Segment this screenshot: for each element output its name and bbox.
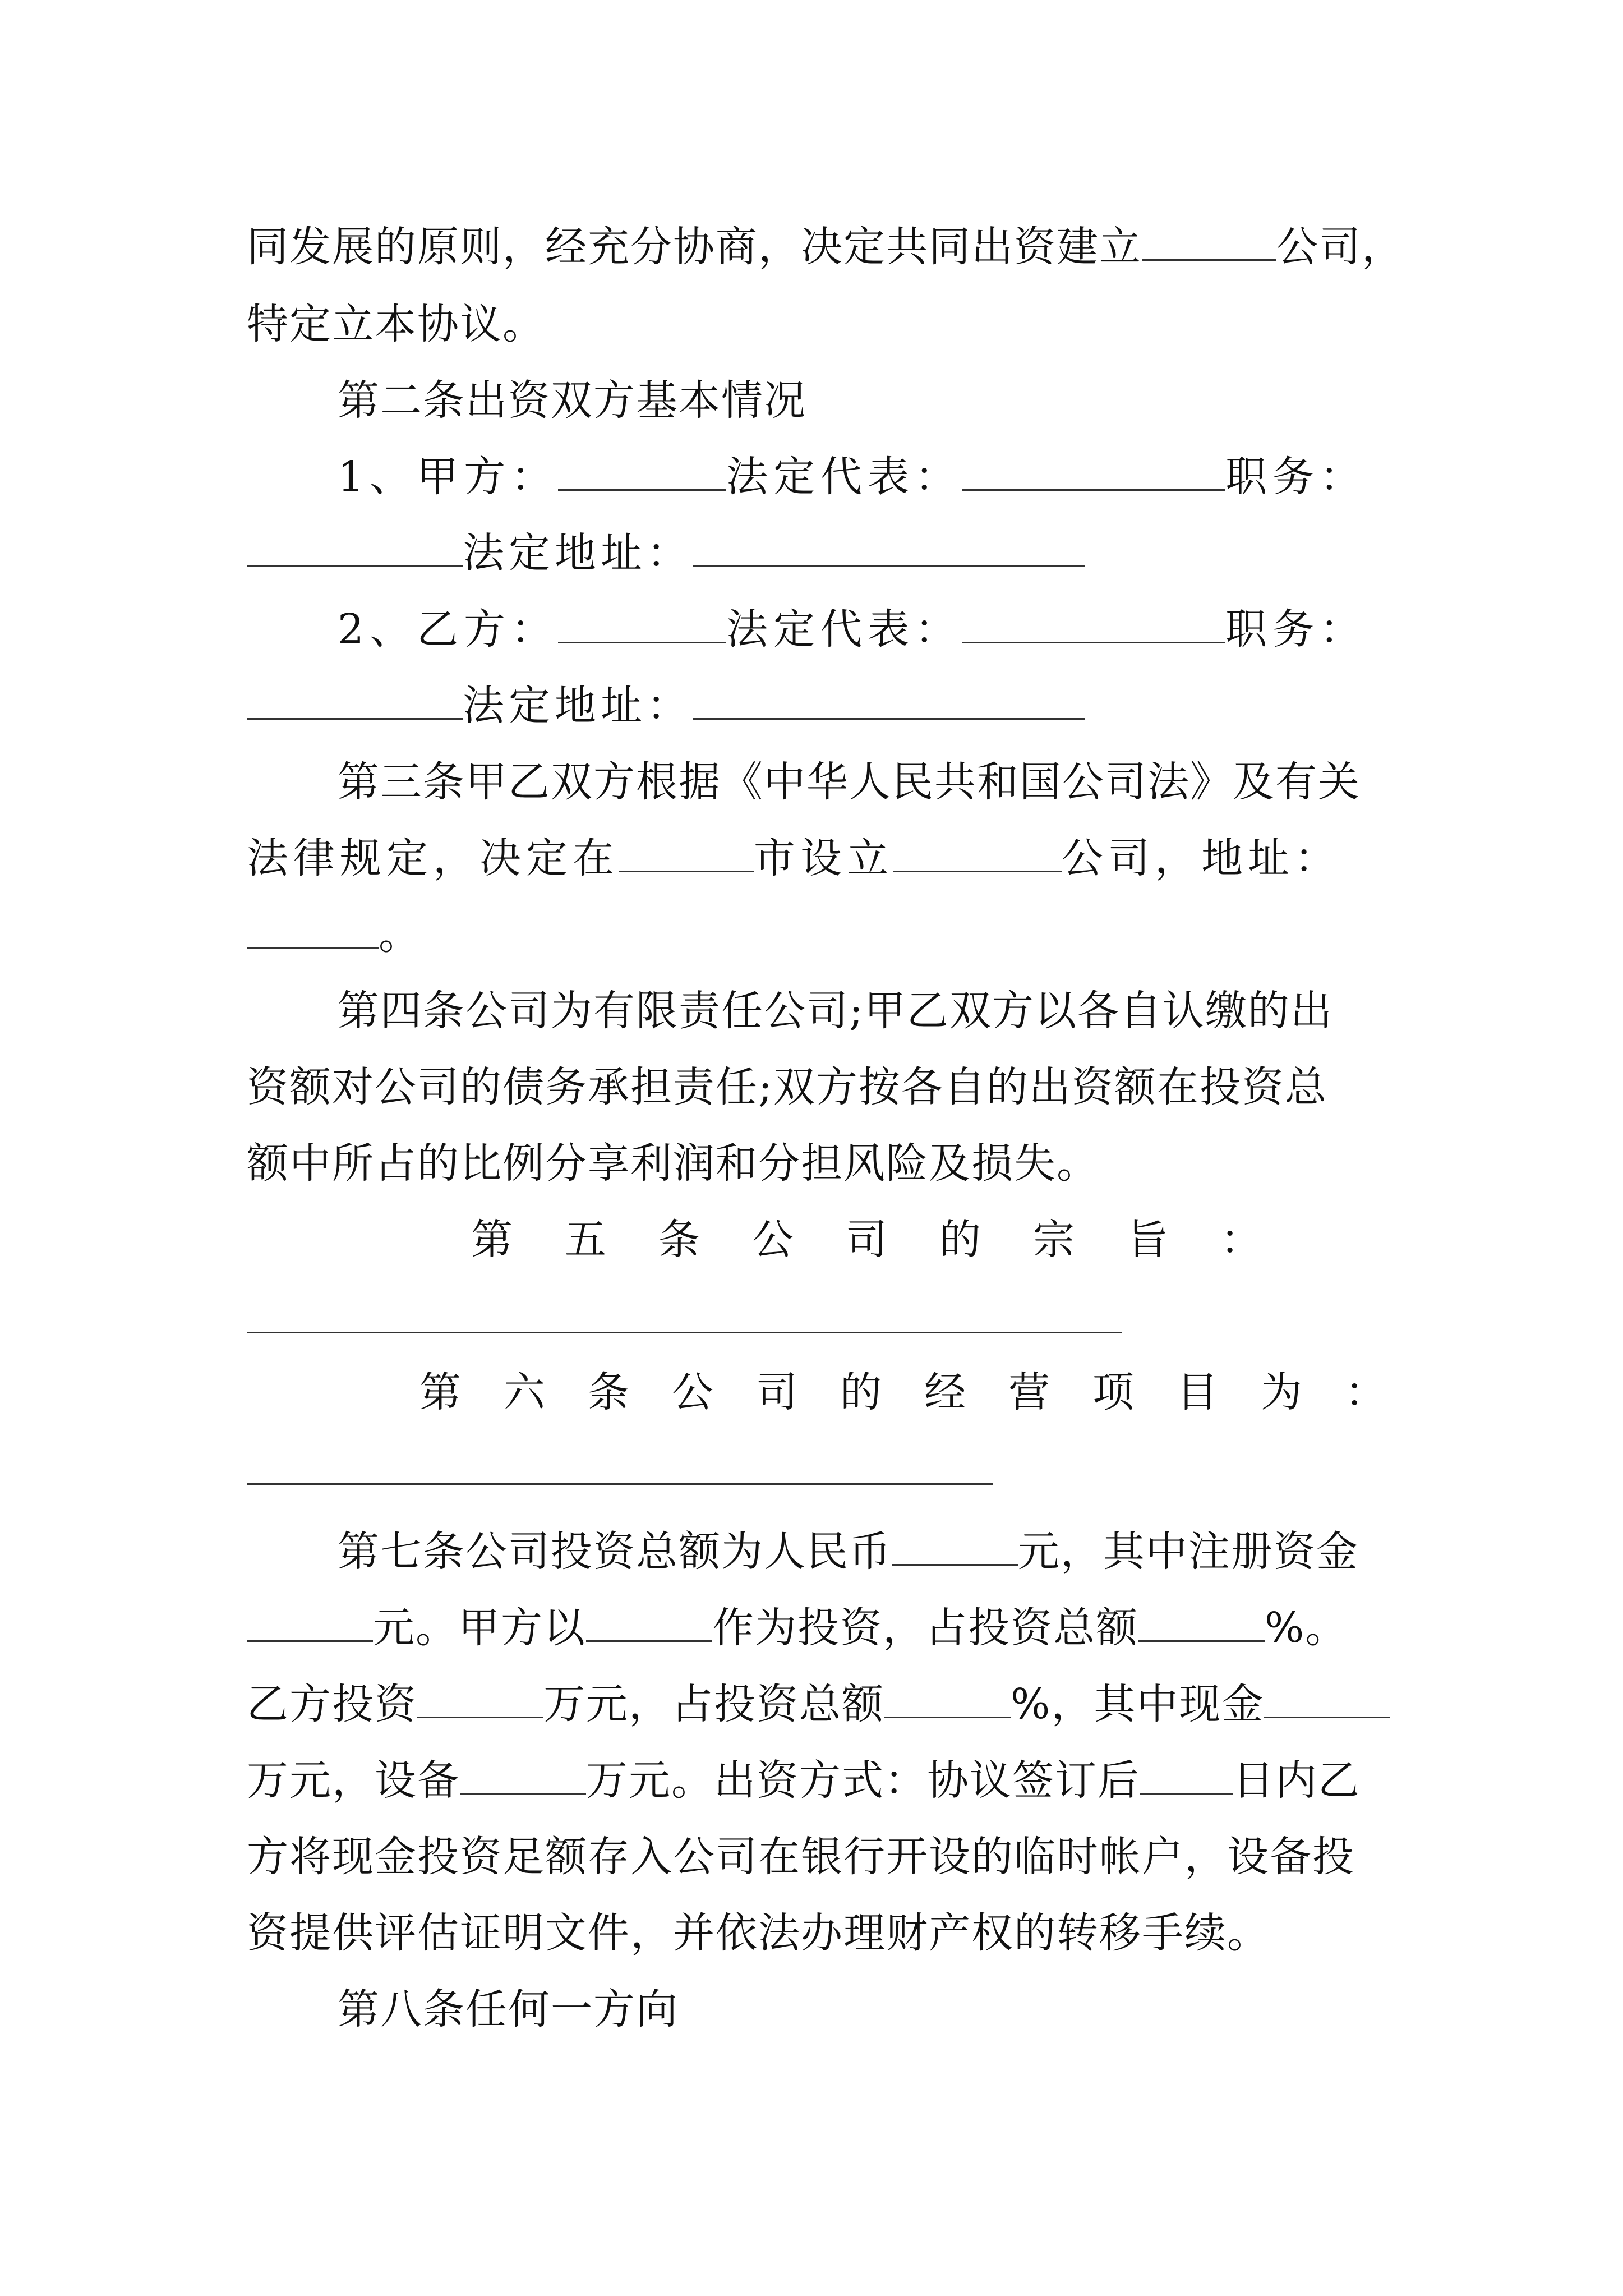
text-segment: 第四条公司为有限责任公司;甲乙双方以各自认缴的出	[338, 987, 1333, 1035]
party-a-line	[338, 449, 1367, 505]
text-segment: 职务：	[1225, 605, 1367, 654]
text-line	[338, 983, 1333, 1039]
text-segment: 元，其中注册资金	[1018, 1527, 1359, 1576]
blank-party-a-representative	[962, 449, 1225, 491]
blank-days	[1140, 1752, 1233, 1795]
text-segment: 职务：	[1225, 453, 1367, 501]
blank-party-b-name	[558, 601, 726, 643]
blank-equipment-amount	[460, 1752, 586, 1795]
text-segment: 法定代表：	[726, 453, 962, 501]
blank-business-scope-line	[247, 1483, 993, 1485]
text-segment: 方将现金投资足额存入公司在银行开设的临时帐户，设备投	[247, 1833, 1355, 1881]
text-line	[338, 1981, 679, 2037]
blank-city	[619, 830, 754, 872]
text-segment: 同发展的原则，经充分协商，决定共同出资建立	[247, 223, 1142, 271]
text-line	[338, 754, 1361, 810]
article-heading	[419, 1364, 1429, 1420]
blank-party-a-percent	[1138, 1600, 1265, 1642]
text-segment: 第六条公司的经营项目为：	[419, 1368, 1429, 1416]
text-segment: 第八条任何一方向	[338, 1985, 679, 2033]
blank-party-b-percent	[884, 1676, 1011, 1718]
text-segment: 法定地址：	[463, 682, 693, 730]
party-a-address-line	[247, 525, 1085, 581]
text-segment: 特定立本协议。	[247, 300, 545, 348]
text-segment: 法定代表：	[726, 605, 962, 654]
text-line	[338, 1524, 1359, 1580]
text-segment: 第二条出资双方基本情况	[338, 376, 806, 425]
text-segment: 第五条公司的宗旨：	[471, 1216, 1314, 1264]
blank-party-b-position	[247, 678, 463, 720]
blank-party-b-address	[693, 678, 1085, 720]
text-line	[247, 1752, 1361, 1809]
blank-total-investment	[892, 1524, 1018, 1566]
text-segment: 元。甲方以	[373, 1604, 586, 1652]
blank-address	[247, 907, 379, 949]
blank-cash-amount	[1264, 1676, 1390, 1718]
text-segment: 资额对公司的债务承担责任;双方按各自的出资额在投资总	[247, 1063, 1327, 1111]
party-b-line	[338, 601, 1367, 657]
blank-party-a-name	[558, 449, 726, 491]
text-segment: 日内乙	[1233, 1756, 1361, 1805]
blank-purpose-line	[247, 1332, 1122, 1333]
text-segment: 万元，设备	[247, 1756, 460, 1805]
text-segment: 公司，地址：	[1062, 834, 1341, 882]
text-line	[247, 907, 421, 963]
text-segment: 1、甲方：	[338, 453, 559, 501]
text-segment: 第七条公司投资总额为人民币	[338, 1527, 892, 1576]
text-line	[247, 1905, 1270, 1961]
text-line	[247, 1600, 1348, 1656]
text-segment: 万元，占投资总额	[543, 1680, 884, 1728]
party-b-address-line	[247, 678, 1085, 734]
text-segment: 法律规定，决定在	[247, 834, 619, 882]
text-segment: %。	[1265, 1604, 1348, 1652]
article-heading	[338, 372, 806, 429]
text-segment: 公司，	[1276, 223, 1404, 271]
blank-company-name	[1142, 219, 1276, 261]
text-segment: 额中所占的比例分享利润和分担风险及损失。	[247, 1139, 1099, 1188]
text-segment: 市设立	[754, 834, 893, 882]
blank-party-b-representative	[962, 601, 1225, 643]
text-segment: 第三条甲乙双方根据《中华人民共和国公司法》及有关	[338, 758, 1361, 806]
article-heading	[471, 1212, 1314, 1268]
text-segment: 资提供评估证明文件，并依法办理财产权的转移手续。	[247, 1909, 1270, 1957]
text-segment: 作为投资，占投资总额	[712, 1604, 1138, 1652]
text-line	[247, 1676, 1390, 1732]
text-segment: 法定地址：	[463, 529, 693, 577]
blank-party-a-address	[693, 525, 1085, 567]
text-line	[247, 830, 1341, 886]
blank-registered-capital	[247, 1600, 373, 1642]
text-line	[247, 1829, 1355, 1885]
blank-party-a-position	[247, 525, 463, 567]
text-segment: 。	[379, 910, 421, 959]
text-segment: 乙方投资	[247, 1680, 417, 1728]
blank-party-b-investment	[417, 1676, 543, 1718]
blank-party-a-contribution	[586, 1600, 712, 1642]
text-segment: 2、乙方：	[338, 605, 559, 654]
text-segment: 万元。出资方式：协议签订后	[586, 1756, 1140, 1805]
text-segment: %，其中现金	[1011, 1680, 1265, 1728]
text-line	[247, 1059, 1327, 1115]
text-line	[247, 219, 1404, 275]
text-line	[247, 1135, 1099, 1191]
blank-company	[893, 830, 1062, 872]
text-line	[247, 296, 545, 352]
